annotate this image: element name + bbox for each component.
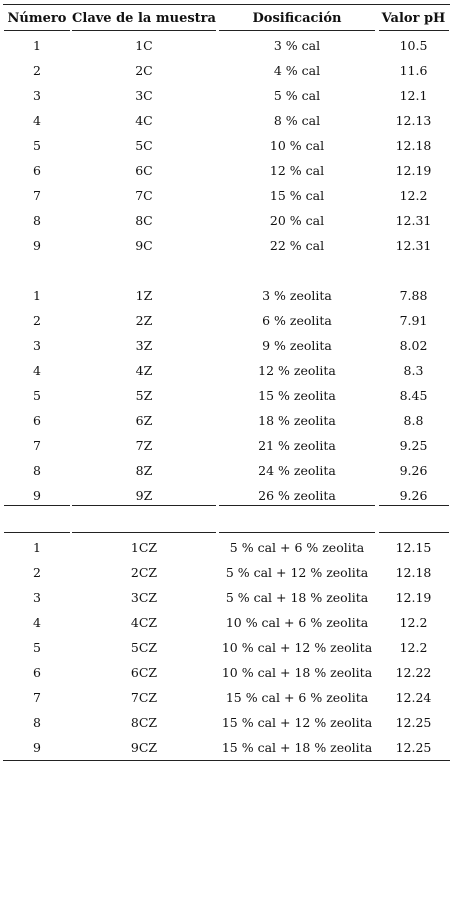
header-dosificacion: Dosificación <box>252 11 342 26</box>
cell-ph: 7.88 <box>399 288 428 303</box>
cell-dosificacion: 24 % zeolita <box>258 463 336 478</box>
header-ph: Valor pH <box>381 11 446 26</box>
cell-clave: 9CZ <box>130 740 158 755</box>
cell-ph: 12.24 <box>395 690 432 705</box>
cell-ph: 12.2 <box>399 615 428 630</box>
cell-dosificacion: 5 % cal <box>273 88 321 103</box>
cell-dosificacion: 10 % cal + 18 % zeolita <box>221 665 373 680</box>
cell-ph: 12.18 <box>395 138 432 153</box>
cell-numero: 1 <box>33 38 41 53</box>
cell-numero: 8 <box>33 715 41 730</box>
table-row <box>0 358 453 383</box>
cell-numero: 2 <box>33 565 41 580</box>
cell-dosificacion: 5 % cal + 12 % zeolita <box>225 565 369 580</box>
cell-numero: 5 <box>33 138 41 153</box>
cell-dosificacion: 5 % cal + 6 % zeolita <box>229 540 365 555</box>
cell-ph: 12.31 <box>395 213 432 228</box>
cell-numero: 8 <box>33 463 41 478</box>
table-row <box>0 283 453 308</box>
cell-ph: 12.2 <box>399 640 428 655</box>
cell-dosificacion: 20 % cal <box>269 213 325 228</box>
cell-ph: 7.91 <box>399 313 428 328</box>
cell-clave: 5Z <box>135 388 153 403</box>
table-row <box>0 183 453 208</box>
table-row <box>0 660 453 685</box>
cell-dosificacion: 21 % zeolita <box>258 438 336 453</box>
cell-clave: 1CZ <box>130 540 158 555</box>
cell-clave: 8CZ <box>130 715 158 730</box>
cell-numero: 9 <box>33 740 41 755</box>
cell-clave: 6CZ <box>130 665 158 680</box>
cell-ph: 10.5 <box>399 38 428 53</box>
cell-ph: 12.2 <box>399 188 428 203</box>
table-row <box>0 108 453 133</box>
cell-dosificacion: 9 % zeolita <box>262 338 332 353</box>
table-row <box>0 483 453 508</box>
cell-numero: 4 <box>33 113 41 128</box>
table-row <box>0 58 453 83</box>
table-row <box>0 560 453 585</box>
table-row <box>0 308 453 333</box>
cell-clave: 3C <box>135 88 153 103</box>
cell-ph: 8.02 <box>399 338 428 353</box>
cell-clave: 6Z <box>135 413 153 428</box>
cell-numero: 2 <box>33 313 41 328</box>
cell-dosificacion: 15 % cal + 18 % zeolita <box>221 740 373 755</box>
cell-numero: 6 <box>33 665 41 680</box>
cell-dosificacion: 3 % zeolita <box>262 288 332 303</box>
cell-clave: 6C <box>135 163 153 178</box>
cell-dosificacion: 10 % cal <box>269 138 325 153</box>
cell-dosificacion: 15 % cal <box>269 188 325 203</box>
cell-ph: 12.22 <box>395 665 432 680</box>
cell-dosificacion: 12 % zeolita <box>258 363 336 378</box>
cell-numero: 7 <box>33 188 41 203</box>
table-row <box>0 158 453 183</box>
cell-dosificacion: 22 % cal <box>269 238 325 253</box>
cell-numero: 6 <box>33 413 41 428</box>
cell-numero: 3 <box>33 338 41 353</box>
cell-numero: 9 <box>33 238 41 253</box>
cell-clave: 9C <box>135 238 153 253</box>
cell-clave: 4Z <box>135 363 153 378</box>
cell-numero: 1 <box>33 540 41 555</box>
cell-clave: 3CZ <box>130 590 158 605</box>
cell-ph: 9.26 <box>399 488 428 503</box>
cell-dosificacion: 8 % cal <box>273 113 321 128</box>
header-clave: Clave de la muestra <box>72 11 216 26</box>
cell-dosificacion: 12 % cal <box>269 163 325 178</box>
table-row <box>0 83 453 108</box>
table-row <box>0 383 453 408</box>
cell-ph: 12.13 <box>395 113 432 128</box>
cell-clave: 2CZ <box>130 565 158 580</box>
cell-numero: 1 <box>33 288 41 303</box>
table-row <box>0 735 453 760</box>
cell-ph: 9.25 <box>399 438 428 453</box>
cell-dosificacion: 26 % zeolita <box>258 488 336 503</box>
cell-dosificacion: 4 % cal <box>273 63 321 78</box>
table-row <box>0 610 453 635</box>
cell-numero: 4 <box>33 363 41 378</box>
cell-ph: 12.25 <box>395 740 432 755</box>
cell-dosificacion: 6 % zeolita <box>262 313 332 328</box>
cell-clave: 9Z <box>135 488 153 503</box>
cell-ph: 12.19 <box>395 590 432 605</box>
cell-dosificacion: 10 % cal + 6 % zeolita <box>225 615 369 630</box>
cell-clave: 5C <box>135 138 153 153</box>
table-row <box>0 233 453 258</box>
cell-clave: 1Z <box>135 288 153 303</box>
cell-clave: 5CZ <box>130 640 158 655</box>
cell-ph: 12.15 <box>395 540 432 555</box>
table-row <box>0 208 453 233</box>
cell-clave: 1C <box>135 38 153 53</box>
cell-clave: 4CZ <box>130 615 158 630</box>
cell-clave: 2C <box>135 63 153 78</box>
cell-ph: 8.45 <box>399 388 428 403</box>
cell-numero: 7 <box>33 438 41 453</box>
cell-numero: 3 <box>33 590 41 605</box>
cell-ph: 12.18 <box>395 565 432 580</box>
table-row <box>0 458 453 483</box>
cell-clave: 8C <box>135 213 153 228</box>
table-row <box>0 710 453 735</box>
cell-numero: 6 <box>33 163 41 178</box>
cell-numero: 3 <box>33 88 41 103</box>
table-row <box>0 685 453 710</box>
cell-clave: 2Z <box>135 313 153 328</box>
cell-numero: 4 <box>33 615 41 630</box>
cell-ph: 9.26 <box>399 463 428 478</box>
table-row <box>0 33 453 58</box>
table-row <box>0 635 453 660</box>
cell-ph: 12.31 <box>395 238 432 253</box>
cell-numero: 8 <box>33 213 41 228</box>
cell-ph: 11.6 <box>399 63 428 78</box>
table-row <box>0 333 453 358</box>
table-row <box>0 535 453 560</box>
cell-dosificacion: 10 % cal + 12 % zeolita <box>221 640 373 655</box>
cell-ph: 8.3 <box>403 363 424 378</box>
table-row <box>0 408 453 433</box>
cell-numero: 5 <box>33 640 41 655</box>
cell-clave: 8Z <box>135 463 153 478</box>
cell-dosificacion: 15 % zeolita <box>258 388 336 403</box>
cell-numero: 2 <box>33 63 41 78</box>
cell-clave: 7CZ <box>130 690 158 705</box>
table-row <box>0 133 453 158</box>
cell-dosificacion: 5 % cal + 18 % zeolita <box>225 590 369 605</box>
cell-dosificacion: 15 % cal + 12 % zeolita <box>221 715 373 730</box>
cell-numero: 5 <box>33 388 41 403</box>
cell-clave: 7C <box>135 188 153 203</box>
cell-ph: 12.1 <box>399 88 428 103</box>
cell-dosificacion: 15 % cal + 6 % zeolita <box>225 690 369 705</box>
cell-clave: 4C <box>135 113 153 128</box>
table-row <box>0 585 453 610</box>
cell-numero: 9 <box>33 488 41 503</box>
cell-ph: 8.8 <box>403 413 424 428</box>
cell-numero: 7 <box>33 690 41 705</box>
cell-clave: 7Z <box>135 438 153 453</box>
cell-ph: 12.19 <box>395 163 432 178</box>
table-row <box>0 433 453 458</box>
cell-dosificacion: 3 % cal <box>273 38 321 53</box>
cell-clave: 3Z <box>135 338 153 353</box>
header-numero: Número <box>7 11 67 26</box>
cell-ph: 12.25 <box>395 715 432 730</box>
cell-dosificacion: 18 % zeolita <box>258 413 336 428</box>
